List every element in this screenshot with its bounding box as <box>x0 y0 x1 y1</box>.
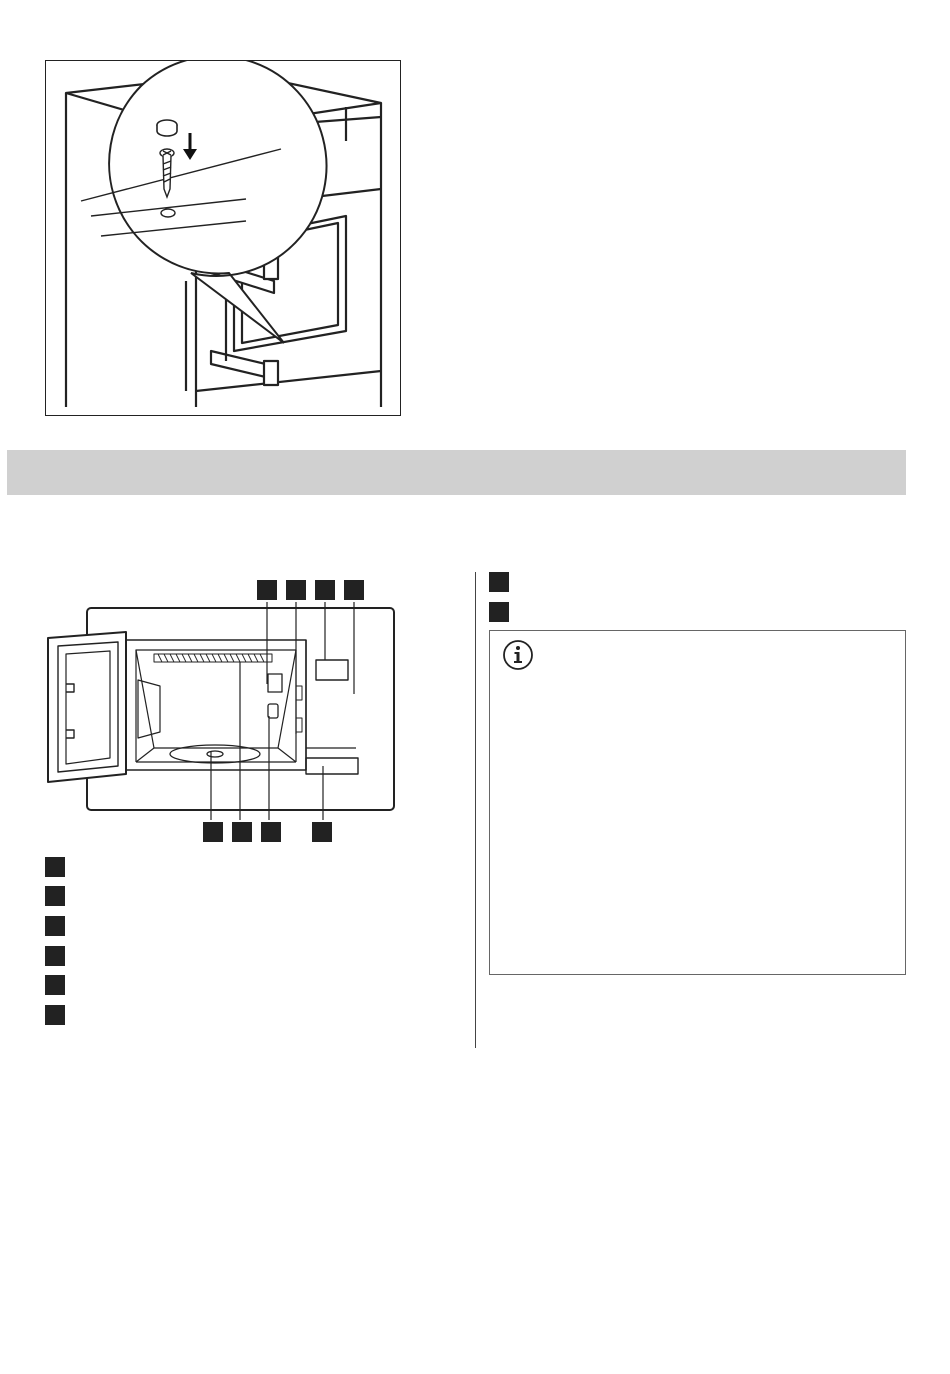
callout-badge <box>257 580 277 600</box>
legend-number <box>45 886 65 906</box>
lamp-icon <box>268 674 282 718</box>
legend-number <box>45 975 65 995</box>
legend-number <box>489 572 509 592</box>
legend-number <box>45 916 65 936</box>
installation-figure <box>45 60 401 416</box>
legend-item <box>489 602 899 622</box>
legend-item <box>45 886 465 906</box>
microwave-oven-icon <box>40 576 400 820</box>
cabinet-icon <box>46 61 400 415</box>
oven-figure <box>40 576 400 820</box>
legend-item <box>489 572 899 592</box>
callout-badge <box>232 822 252 842</box>
legend-number <box>489 602 509 622</box>
legend-number <box>45 857 65 877</box>
legend-item <box>45 975 465 995</box>
legend-item <box>45 1005 465 1025</box>
section-heading-bar <box>7 450 906 495</box>
grill-icon <box>154 654 272 662</box>
callout-badge <box>261 822 281 842</box>
column-divider <box>475 572 476 1048</box>
legend-item <box>45 946 465 966</box>
info-icon <box>502 639 534 671</box>
callout-badge <box>344 580 364 600</box>
legend-number <box>45 946 65 966</box>
door-icon <box>48 632 126 782</box>
callout-badge <box>315 580 335 600</box>
cover-cap-icon <box>157 120 177 136</box>
legend-item <box>45 916 465 936</box>
callout-badge <box>286 580 306 600</box>
info-box <box>489 630 906 975</box>
legend-item <box>45 857 465 877</box>
callout-badge <box>312 822 332 842</box>
callout-badge <box>203 822 223 842</box>
legend-number <box>45 1005 65 1025</box>
